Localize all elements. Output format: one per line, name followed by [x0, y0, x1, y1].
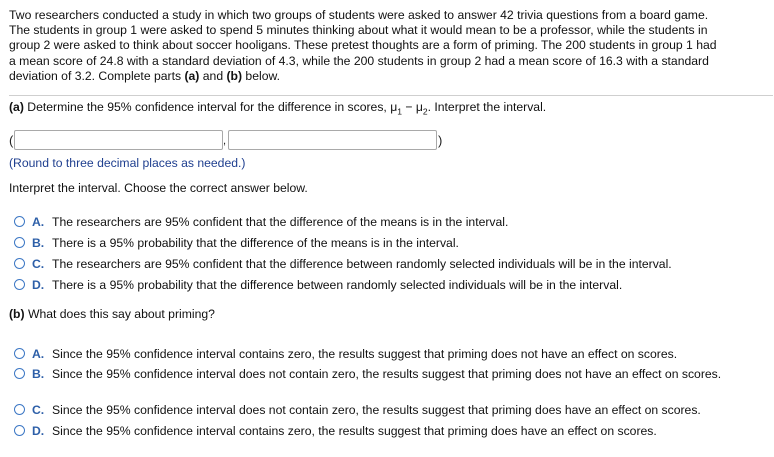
- radio-button[interactable]: [14, 348, 25, 359]
- problem-line: group 2 were asked to think about soccer hooligans. These pretest thoughts are a form of priming. The 200 students in group 1 had: [9, 38, 717, 53]
- part-a-question: (a) Determine the 95% confidence interval for the difference in scores, $\mu_1 - \mu_2$. Interpret the interval.: [9, 100, 547, 117]
- open-paren: (: [9, 133, 14, 148]
- part-a-label: (a): [9, 100, 24, 114]
- problem-line: a mean score of 24.8 with a standard deviation of 4.3, while the 200 students in group 2 had a mean score of 16.3 with a standard: [9, 53, 709, 68]
- radio-button[interactable]: [14, 404, 25, 415]
- radio-button[interactable]: [14, 368, 25, 379]
- part-b-label: (b): [9, 307, 25, 321]
- mu-symbol: μ: [390, 100, 398, 114]
- problem-line: Two researchers conducted a study in which two groups of students were asked to answer 42 trivia questions from a board game.: [9, 8, 709, 22]
- radio-button[interactable]: [14, 258, 25, 269]
- rounding-hint: (Round to three decimal places as needed.): [9, 156, 246, 170]
- lower-bound-input[interactable]: [14, 130, 223, 150]
- interpret-prompt: Interpret the interval. Choose the correct answer below.: [9, 181, 308, 195]
- part-b-question: (b) What does this say about priming?: [9, 307, 215, 321]
- close-paren: ): [438, 133, 443, 148]
- upper-bound-input[interactable]: [228, 130, 437, 150]
- problem-statement: [9, 8, 769, 84]
- radio-button[interactable]: [14, 279, 25, 290]
- problem-line: The students in group 1 were asked to spend 5 minutes thinking about what it would mean to be a professor, while the students in: [9, 23, 708, 38]
- radio-button[interactable]: [14, 237, 25, 248]
- radio-button[interactable]: [14, 425, 25, 436]
- radio-button[interactable]: [14, 216, 25, 227]
- problem-line: deviation of 3.2. Complete parts (a) and (b) below.: [9, 68, 280, 83]
- divider: [9, 95, 773, 96]
- comma: ,: [223, 135, 227, 147]
